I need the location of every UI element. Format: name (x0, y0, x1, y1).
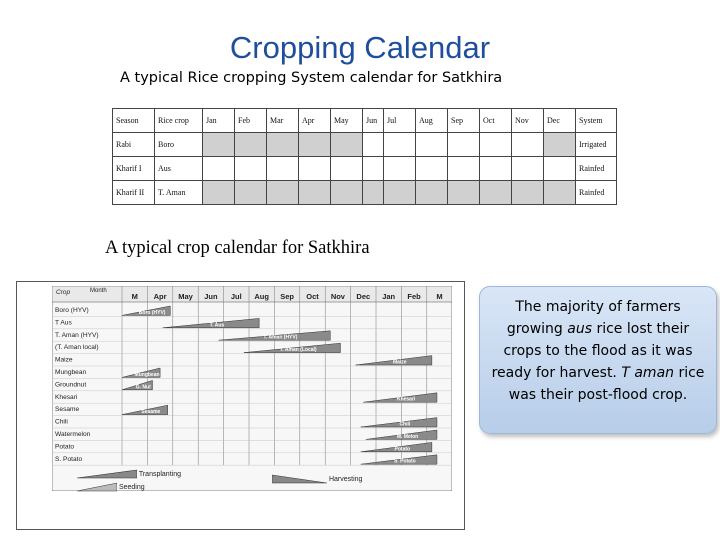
figure-caption: A typical crop calendar for Satkhira (105, 238, 370, 258)
month-cell (235, 133, 267, 157)
month-cell (384, 157, 416, 181)
crop-bar-label: Sesame (141, 409, 161, 416)
season-cell: Rabi (113, 133, 155, 157)
callout-text-3: rice was their post-flood crop. (508, 365, 705, 403)
month-cell (416, 181, 448, 205)
month-cell (480, 133, 512, 157)
month-cell (448, 157, 480, 181)
month-cell (267, 157, 299, 181)
legend-harvesting: Harvesting (328, 475, 363, 483)
crop-calendar-image (52, 286, 452, 491)
month-cell (235, 157, 267, 181)
season-cell: Kharif I (113, 157, 155, 181)
figure-month-label: Dec (356, 292, 371, 301)
page-title: Cropping Calendar (229, 30, 491, 65)
month-cell (331, 133, 363, 157)
month-cell (512, 157, 544, 181)
month-cell (384, 133, 416, 157)
figure-month-label: Feb (407, 292, 421, 301)
transplanting-symbol-icon (77, 469, 137, 479)
crop-bar-label: S. Potato (394, 458, 416, 465)
month-cell (331, 181, 363, 205)
header-apr: Apr (299, 109, 331, 133)
month-cell (544, 133, 576, 157)
crop-cell: Aus (155, 157, 203, 181)
system-cell: Irrigated (576, 133, 617, 157)
figure-month-label: Apr (153, 292, 167, 301)
callout-taman: T aman (621, 365, 675, 381)
crop-bar-label: T. Aman (HYV) (263, 334, 298, 341)
figure-crop-label: Watermelon (55, 431, 91, 438)
header-feb: Feb (235, 109, 267, 133)
month-cell (544, 157, 576, 181)
callout-aus: aus (567, 321, 593, 337)
figure-crop-label: S. Potato (55, 455, 83, 463)
month-cell (203, 181, 235, 205)
rice-cropping-calendar-table (112, 108, 617, 205)
crop-cell: Boro (155, 133, 203, 157)
month-cell (448, 133, 480, 157)
month-cell (331, 157, 363, 181)
crop-bar-label: Chili (399, 421, 411, 428)
month-cell (512, 181, 544, 205)
crop-bar-label: W. Melon (396, 433, 419, 440)
figure-crop-label: Mungbean (55, 369, 87, 376)
figure-month-label: M (131, 292, 138, 301)
system-cell: Rainfed (576, 181, 617, 205)
month-cell (480, 157, 512, 181)
month-cell (363, 133, 384, 157)
crop-bar-label: Boro (HYV) (138, 309, 166, 316)
table-header-row (113, 109, 617, 133)
header-season: Season (113, 109, 155, 133)
month-cell (512, 133, 544, 157)
figure-crop-label: Maize (55, 356, 73, 364)
crop-bar-label: Mungbean (134, 371, 160, 378)
month-cell (544, 181, 576, 205)
month-cell (267, 133, 299, 157)
figure-crop-label: Chili (55, 418, 68, 426)
figure-month-label: Jul (230, 292, 242, 301)
legend-transplanting: Transplanting (138, 470, 181, 478)
header-jun: Jun (363, 109, 384, 133)
month-cell (235, 181, 267, 205)
header-dec: Dec (544, 109, 576, 133)
crop-bar-label: Khesari (396, 396, 416, 403)
harvesting-symbol-icon (272, 474, 327, 484)
month-cell (203, 157, 235, 181)
figure-crop-label: (T. Aman local) (55, 344, 99, 352)
flood-note-callout (479, 286, 717, 434)
month-cell (299, 157, 331, 181)
header-may: May (331, 109, 363, 133)
crop-bar-label: T. Aman (Local) (279, 347, 317, 354)
figure-month-label: Sep (280, 292, 294, 301)
figure-month-label: Oct (306, 292, 319, 301)
figure-month-label: Nov (330, 292, 345, 301)
season-cell: Kharif II (113, 181, 155, 205)
header-rice-crop: Rice crop (155, 109, 203, 133)
seeding-symbol-icon (77, 482, 117, 492)
month-cell (203, 133, 235, 157)
crop-bar-label: G. Nut (135, 384, 151, 391)
figure-month-label: Jan (382, 292, 396, 301)
crop-cell: T. Aman (155, 181, 203, 205)
figure-month-label: Aug (254, 292, 269, 301)
callout-text-1: The majority of farmers growing (506, 299, 681, 337)
figure-month-label: May (178, 292, 193, 301)
table-row (113, 157, 617, 181)
month-cell (267, 181, 299, 205)
header-jul: Jul (384, 109, 416, 133)
crop-bar-label: Potato (394, 446, 411, 453)
figure-crop-label: Potato (55, 443, 75, 451)
figure-month-label: Jun (204, 292, 218, 301)
header-jan: Jan (203, 109, 235, 133)
month-cell (416, 157, 448, 181)
month-cell (480, 181, 512, 205)
crop-header-label: Crop (56, 289, 71, 296)
month-header-label: Month (90, 288, 107, 294)
month-cell (299, 133, 331, 157)
header-sep: Sep (448, 109, 480, 133)
month-cell (363, 181, 384, 205)
header-mar: Mar (267, 109, 299, 133)
month-cell (448, 181, 480, 205)
figure-crop-label: Khesari (55, 393, 78, 401)
header-aug: Aug (416, 109, 448, 133)
system-cell: Rainfed (576, 157, 617, 181)
month-cell (299, 181, 331, 205)
month-cell (363, 157, 384, 181)
header-system: System (576, 109, 617, 133)
figure-crop-label: T Aus (55, 319, 72, 327)
figure-crop-label: Groundnut (55, 381, 87, 389)
header-oct: Oct (480, 109, 512, 133)
crop-calendar-figure (16, 281, 465, 530)
crop-bar-label: T. Aus (209, 322, 225, 329)
table-row (113, 133, 617, 157)
legend-seeding: Seeding (118, 483, 145, 491)
header-nov: Nov (512, 109, 544, 133)
month-cell (416, 133, 448, 157)
page-subtitle: A typical Rice cropping System calendar for Satkhira (120, 70, 503, 86)
callout-text-2: rice lost their crops to the flood as it was ready for harvest. (491, 321, 693, 381)
figure-crop-label: Boro (HYV) (55, 307, 89, 314)
figure-crop-label: Sesame (55, 406, 80, 414)
figure-crop-label: T. Aman (HYV) (55, 331, 99, 339)
month-cell (384, 181, 416, 205)
table-row (113, 181, 617, 205)
crop-bar-label: Maize (392, 359, 407, 366)
figure-month-label: M (436, 292, 443, 301)
